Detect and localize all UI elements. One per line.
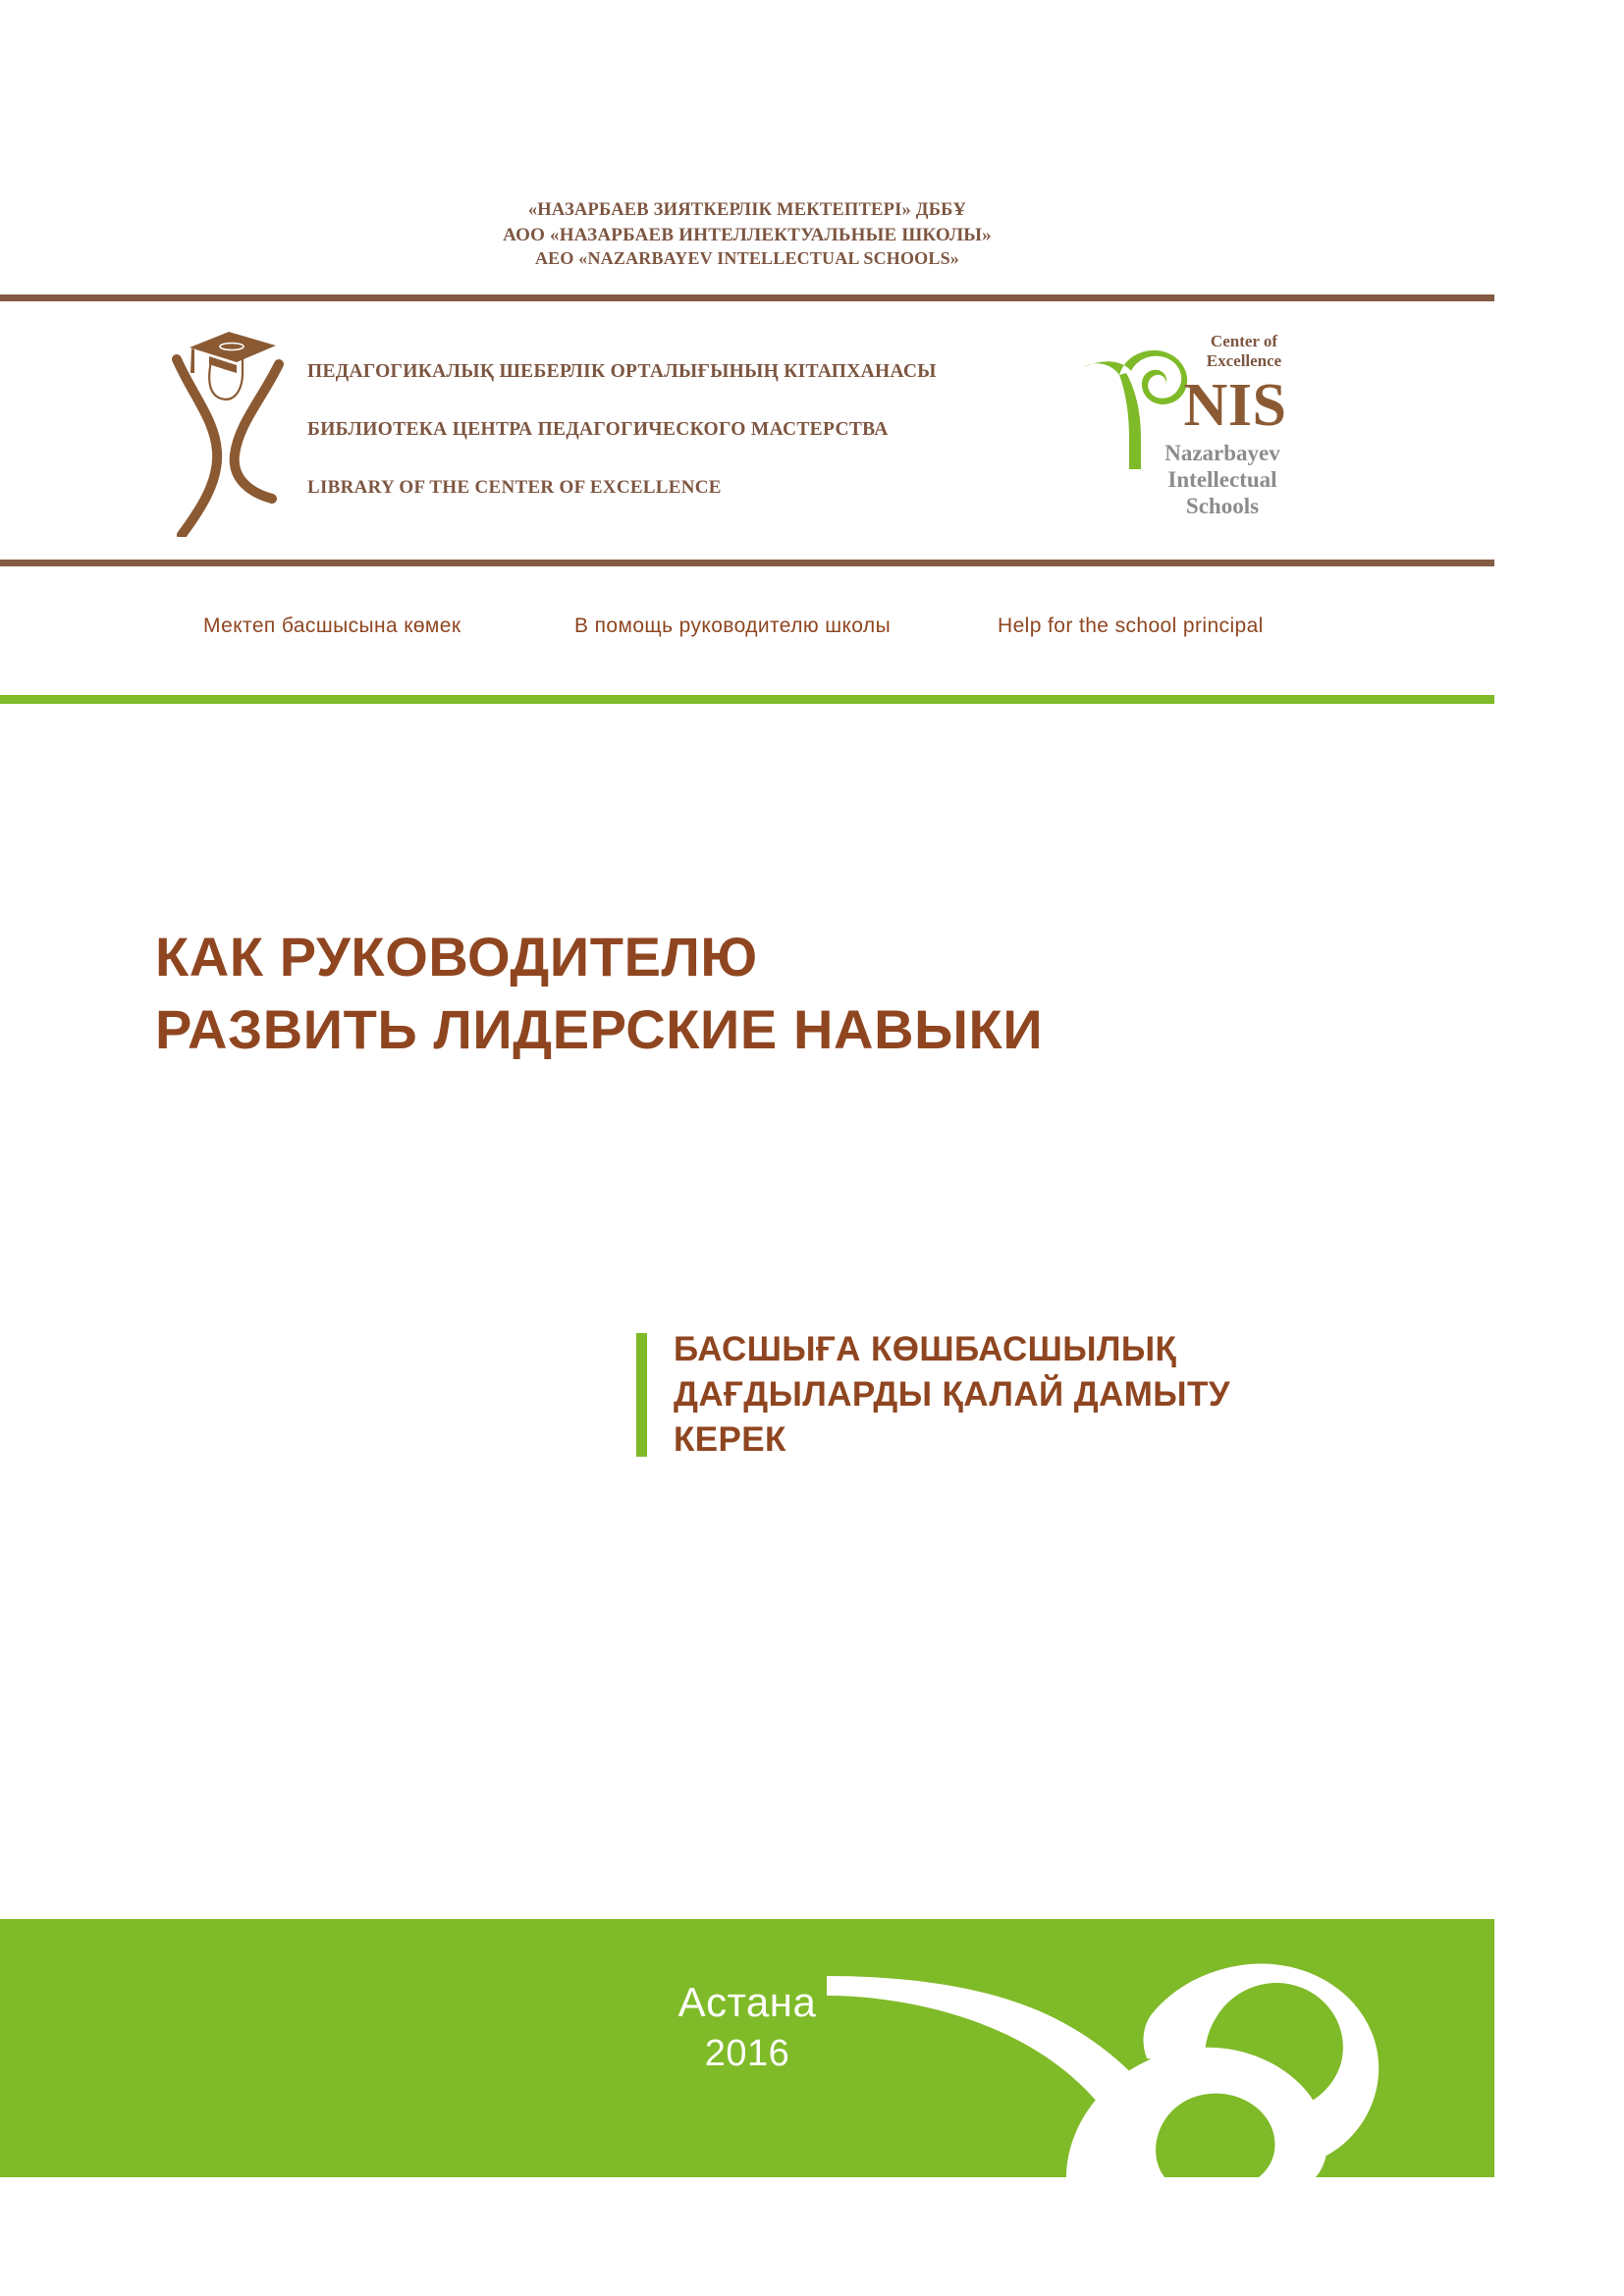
org-name-ru: АОО «НАЗАРБАЕВ ИНТЕЛЛЕКТУАЛЬНЫЕ ШКОЛЫ»	[503, 224, 992, 245]
library-name-ru: БИБЛИОТЕКА ЦЕНТРА ПЕДАГОГИЧЕСКОГО МАСТЕРСТВА	[307, 419, 889, 440]
page-title-ru-line-2: РАЗВИТЬ ЛИДЕРСКИЕ НАВЫКИ	[155, 998, 1044, 1061]
nis-coe-line-1: Center	[1210, 332, 1260, 350]
accent-bar	[636, 1333, 647, 1457]
nis-name-line-1: Nazarbayev	[1164, 441, 1280, 465]
page-title-ru	[155, 921, 1255, 1067]
page-title-kz	[674, 1327, 1322, 1464]
library-name-kz: ПЕДАГОГИКАЛЫҚ ШЕБЕРЛІК ОРТАЛЫҒЫНЫҢ КІТАПХАНАСЫ	[307, 361, 937, 382]
nis-center-of-excellence	[1182, 332, 1306, 371]
imprint-year: 2016	[704, 2032, 790, 2074]
nis-full-name	[1139, 440, 1306, 519]
logo-row	[0, 314, 1494, 550]
nis-name-line-2: Intellectual	[1167, 467, 1277, 493]
library-name-block	[307, 361, 1054, 499]
divider-green	[0, 695, 1494, 704]
page-title-kz-line-3: КЕРЕК	[674, 1420, 786, 1460]
nis-acronym: NIS	[1183, 372, 1287, 439]
divider-brown-bottom	[0, 560, 1494, 566]
graduate-figure-icon	[160, 326, 286, 537]
org-name-kz: «НАЗАРБАЕВ ЗИЯТКЕРЛІК МЕКТЕПТЕРІ» ДББҰ	[527, 200, 967, 220]
series-label-en: Help for the school principal	[998, 614, 1264, 637]
nis-name-line-3: Schools	[1185, 494, 1260, 519]
series-label-ru: В помощь руководителю школы	[574, 614, 892, 637]
footer-band	[0, 1919, 1494, 2177]
imprint-city: Астана	[677, 1979, 817, 2025]
imprint	[0, 1976, 1494, 2078]
page-title-kz-line-1: БАСШЫҒА КӨШБАСШЫЛЫҚ	[674, 1330, 1177, 1368]
series-nav-row	[0, 614, 1494, 673]
nis-coe-line-2: of Excellence	[1206, 332, 1282, 371]
library-name-en: LIBRARY OF THE CENTER OF EXCELLENCE	[307, 477, 722, 498]
nis-logo	[1080, 332, 1306, 533]
page-title-kz-line-2: ДАҒДЫЛАРДЫ ҚАЛАЙ ДАМЫТУ	[674, 1375, 1230, 1415]
divider-brown-top	[0, 294, 1494, 301]
series-label-kz: Мектеп басшысына көмек	[203, 614, 461, 637]
page-title-ru-line-1: КАК РУКОВОДИТЕЛЮ	[155, 926, 758, 988]
organization-header	[0, 198, 1494, 271]
org-name-en: AEO «NAZARBAYEV INTELLECTUAL SCHOOLS»	[534, 247, 960, 268]
